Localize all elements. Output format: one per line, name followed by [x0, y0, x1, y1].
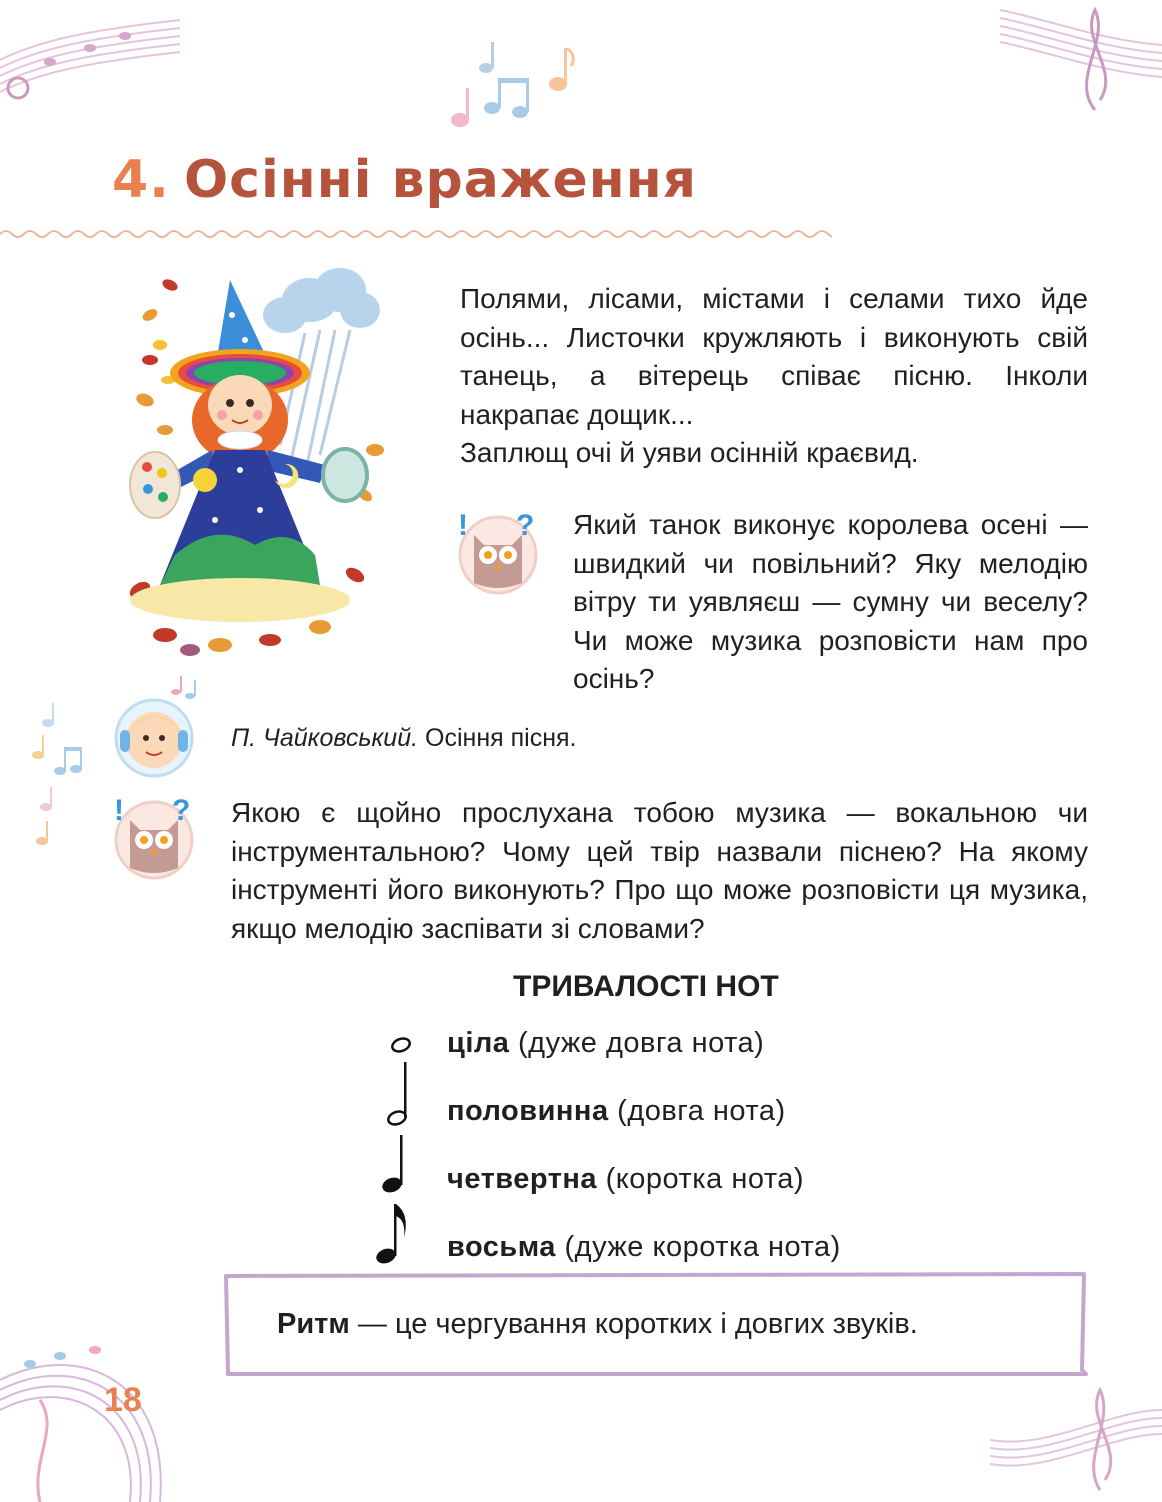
top-center-notes-decoration [440, 38, 580, 133]
bottom-right-music-decoration [990, 1380, 1162, 1502]
question-autumn-dance: Який танок виконує королева осені — швидкий чи повільний? Яку мелодію вітру ти уявляєш — сумну чи веселу? Чи може музика розповісти нам про осінь? [573, 509, 1088, 694]
note-description: (коротка нота) [605, 1163, 805, 1195]
note-description: (дуже коротка нота) [564, 1231, 841, 1263]
lesson-number: 4. [112, 150, 170, 210]
lesson-title-text: Осінні враження [183, 150, 698, 210]
note-description: (довга нота) [617, 1095, 786, 1127]
svg-text:?: ? [516, 509, 535, 542]
rhythm-term: Ритм [277, 1308, 350, 1340]
svg-text:!: ! [114, 794, 124, 827]
note-name: ціла [447, 1027, 510, 1059]
composer-name: П. Чайковський. [231, 724, 419, 752]
top-left-music-decoration [0, 0, 190, 120]
note-name: половинна [447, 1095, 609, 1127]
note-whole-row [447, 1027, 764, 1060]
rhythm-definition-text: — це чергування коротких і довгих звуків. [349, 1308, 918, 1340]
page-number: 18 [104, 1381, 142, 1419]
rhythm-definition [277, 1308, 918, 1341]
note-eighth-row [447, 1231, 841, 1264]
top-right-music-decoration [1000, 0, 1162, 130]
bottom-left-music-decoration [0, 1320, 180, 1502]
work-title: Осіння пісня. [425, 724, 577, 752]
note-name: четвертна [447, 1163, 598, 1195]
note-quarter-row [447, 1163, 804, 1196]
listening-assignment [231, 724, 577, 753]
left-notes-decoration [20, 695, 90, 855]
autumn-queen-illustration [120, 255, 390, 660]
owl-question-icon [108, 790, 200, 882]
quarter-note-icon [380, 1133, 410, 1197]
lesson-title [112, 150, 697, 210]
whole-note-icon [388, 1035, 414, 1055]
intro-instruction: Заплющ очі й уяви осінній краєвид. [460, 437, 919, 468]
eighth-note-icon [372, 1200, 412, 1268]
intro-text [460, 280, 1088, 473]
note-description: (дуже довга нота) [518, 1027, 765, 1059]
owl-question-icon [452, 505, 544, 597]
intro-paragraph: Полями, лісами, містами і селами тихо йде осінь... Листочки кружляють і виконують свій танець, а вітерець співає пісню. Інколи накрапає дощик... [460, 283, 1088, 430]
svg-text:!: ! [458, 509, 468, 542]
half-note-icon [385, 1060, 415, 1130]
note-name: восьма [447, 1231, 556, 1263]
note-half-row [447, 1095, 786, 1128]
note-durations-heading: ТРИВАЛОСТІ НОТ [513, 970, 779, 1003]
question-music-character: Якою є щойно прослухана тобою музика — вокальною чи інструментальною? Чому цей твір назвали піснею? На якому інструменті його виконують? Про що може розповісти ця музика, якщо мелодію заспівати зі словами? [231, 797, 1088, 944]
svg-text:?: ? [172, 794, 191, 827]
listening-child-icon [108, 672, 204, 782]
title-wavy-underline [0, 226, 832, 242]
